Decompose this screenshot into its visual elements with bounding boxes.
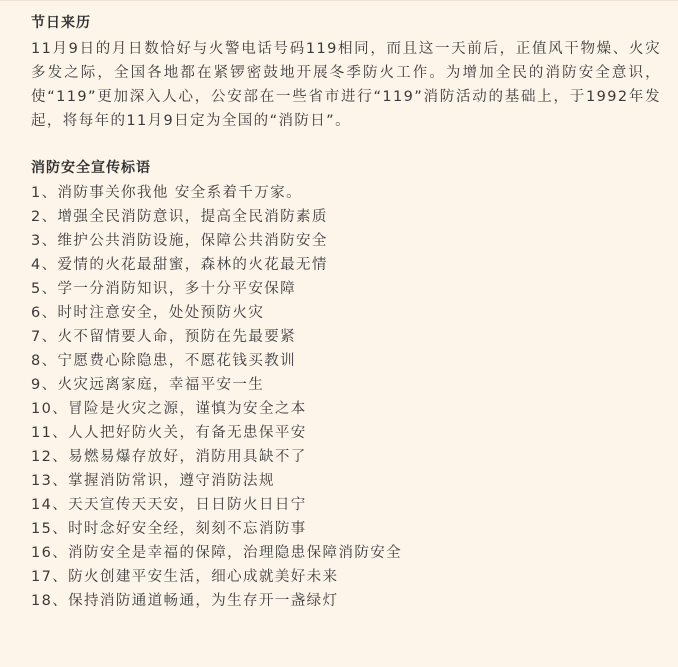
- slogan-item: 8、宁愿费心除隐患，不愿花钱买教训: [31, 353, 297, 369]
- slogan-item: 11、人人把好防火关，有备无患保平安: [31, 425, 307, 441]
- slogan-item: 2、增强全民消防意识，提高全民消防素质: [31, 209, 328, 225]
- slogan-item: 6、时时注意安全，处处预防火灾: [31, 305, 265, 321]
- history-heading: 节日来历: [31, 15, 91, 31]
- slogan-item: 17、防火创建平安生活，细心成就美好未来: [31, 569, 339, 585]
- slogan-item: 7、火不留情要人命，预防在先最要紧: [31, 329, 297, 345]
- slogan-item: 4、爱情的火花最甜蜜，森林的火花最无情: [31, 257, 328, 273]
- slogan-item: 15、时时念好安全经，刻刻不忘消防事: [31, 521, 307, 537]
- slogan-item: 5、学一分消防知识，多十分平安保障: [31, 281, 297, 297]
- slogan-item: 14、天天宣传天天安，日日防火日日宁: [31, 497, 307, 513]
- slogan-item: 1、消防事关你我他 安全系着千万家。: [31, 185, 303, 201]
- slogan-list: [31, 181, 402, 613]
- slogan-item: 10、冒险是火灾之源，谨慎为安全之本: [31, 401, 307, 417]
- slogan-item: 13、掌握消防常识，遵守消防法规: [31, 473, 275, 489]
- slogan-item: 12、易燃易爆存放好，消防用具缺不了: [31, 449, 307, 465]
- slogan-item: 9、火灾远离家庭，幸福平安一生: [31, 377, 265, 393]
- slogan-item: 16、消防安全是幸福的保障，治理隐患保障消防安全: [31, 545, 403, 561]
- history-paragraph: 11月9日的月日数恰好与火警电话号码119相同，而且这一天前后，正值风干物燥、火灾多发之际，全国各地都在紧锣密鼓地开展冬季防火工作。为增加全民的消防安全意识，使“119”更加深入人心，公安部在一些省市进行“119”消防活动的基础上，于1992年发起，将每年的11月9日定为全国的“消防日”。: [31, 41, 661, 129]
- slogan-item: 3、维护公共消防设施，保障公共消防安全: [31, 233, 328, 249]
- slogans-heading: 消防安全宣传标语: [31, 160, 151, 176]
- slogan-item: 18、保持消防通道畅通，为生存开一盏绿灯: [31, 593, 339, 609]
